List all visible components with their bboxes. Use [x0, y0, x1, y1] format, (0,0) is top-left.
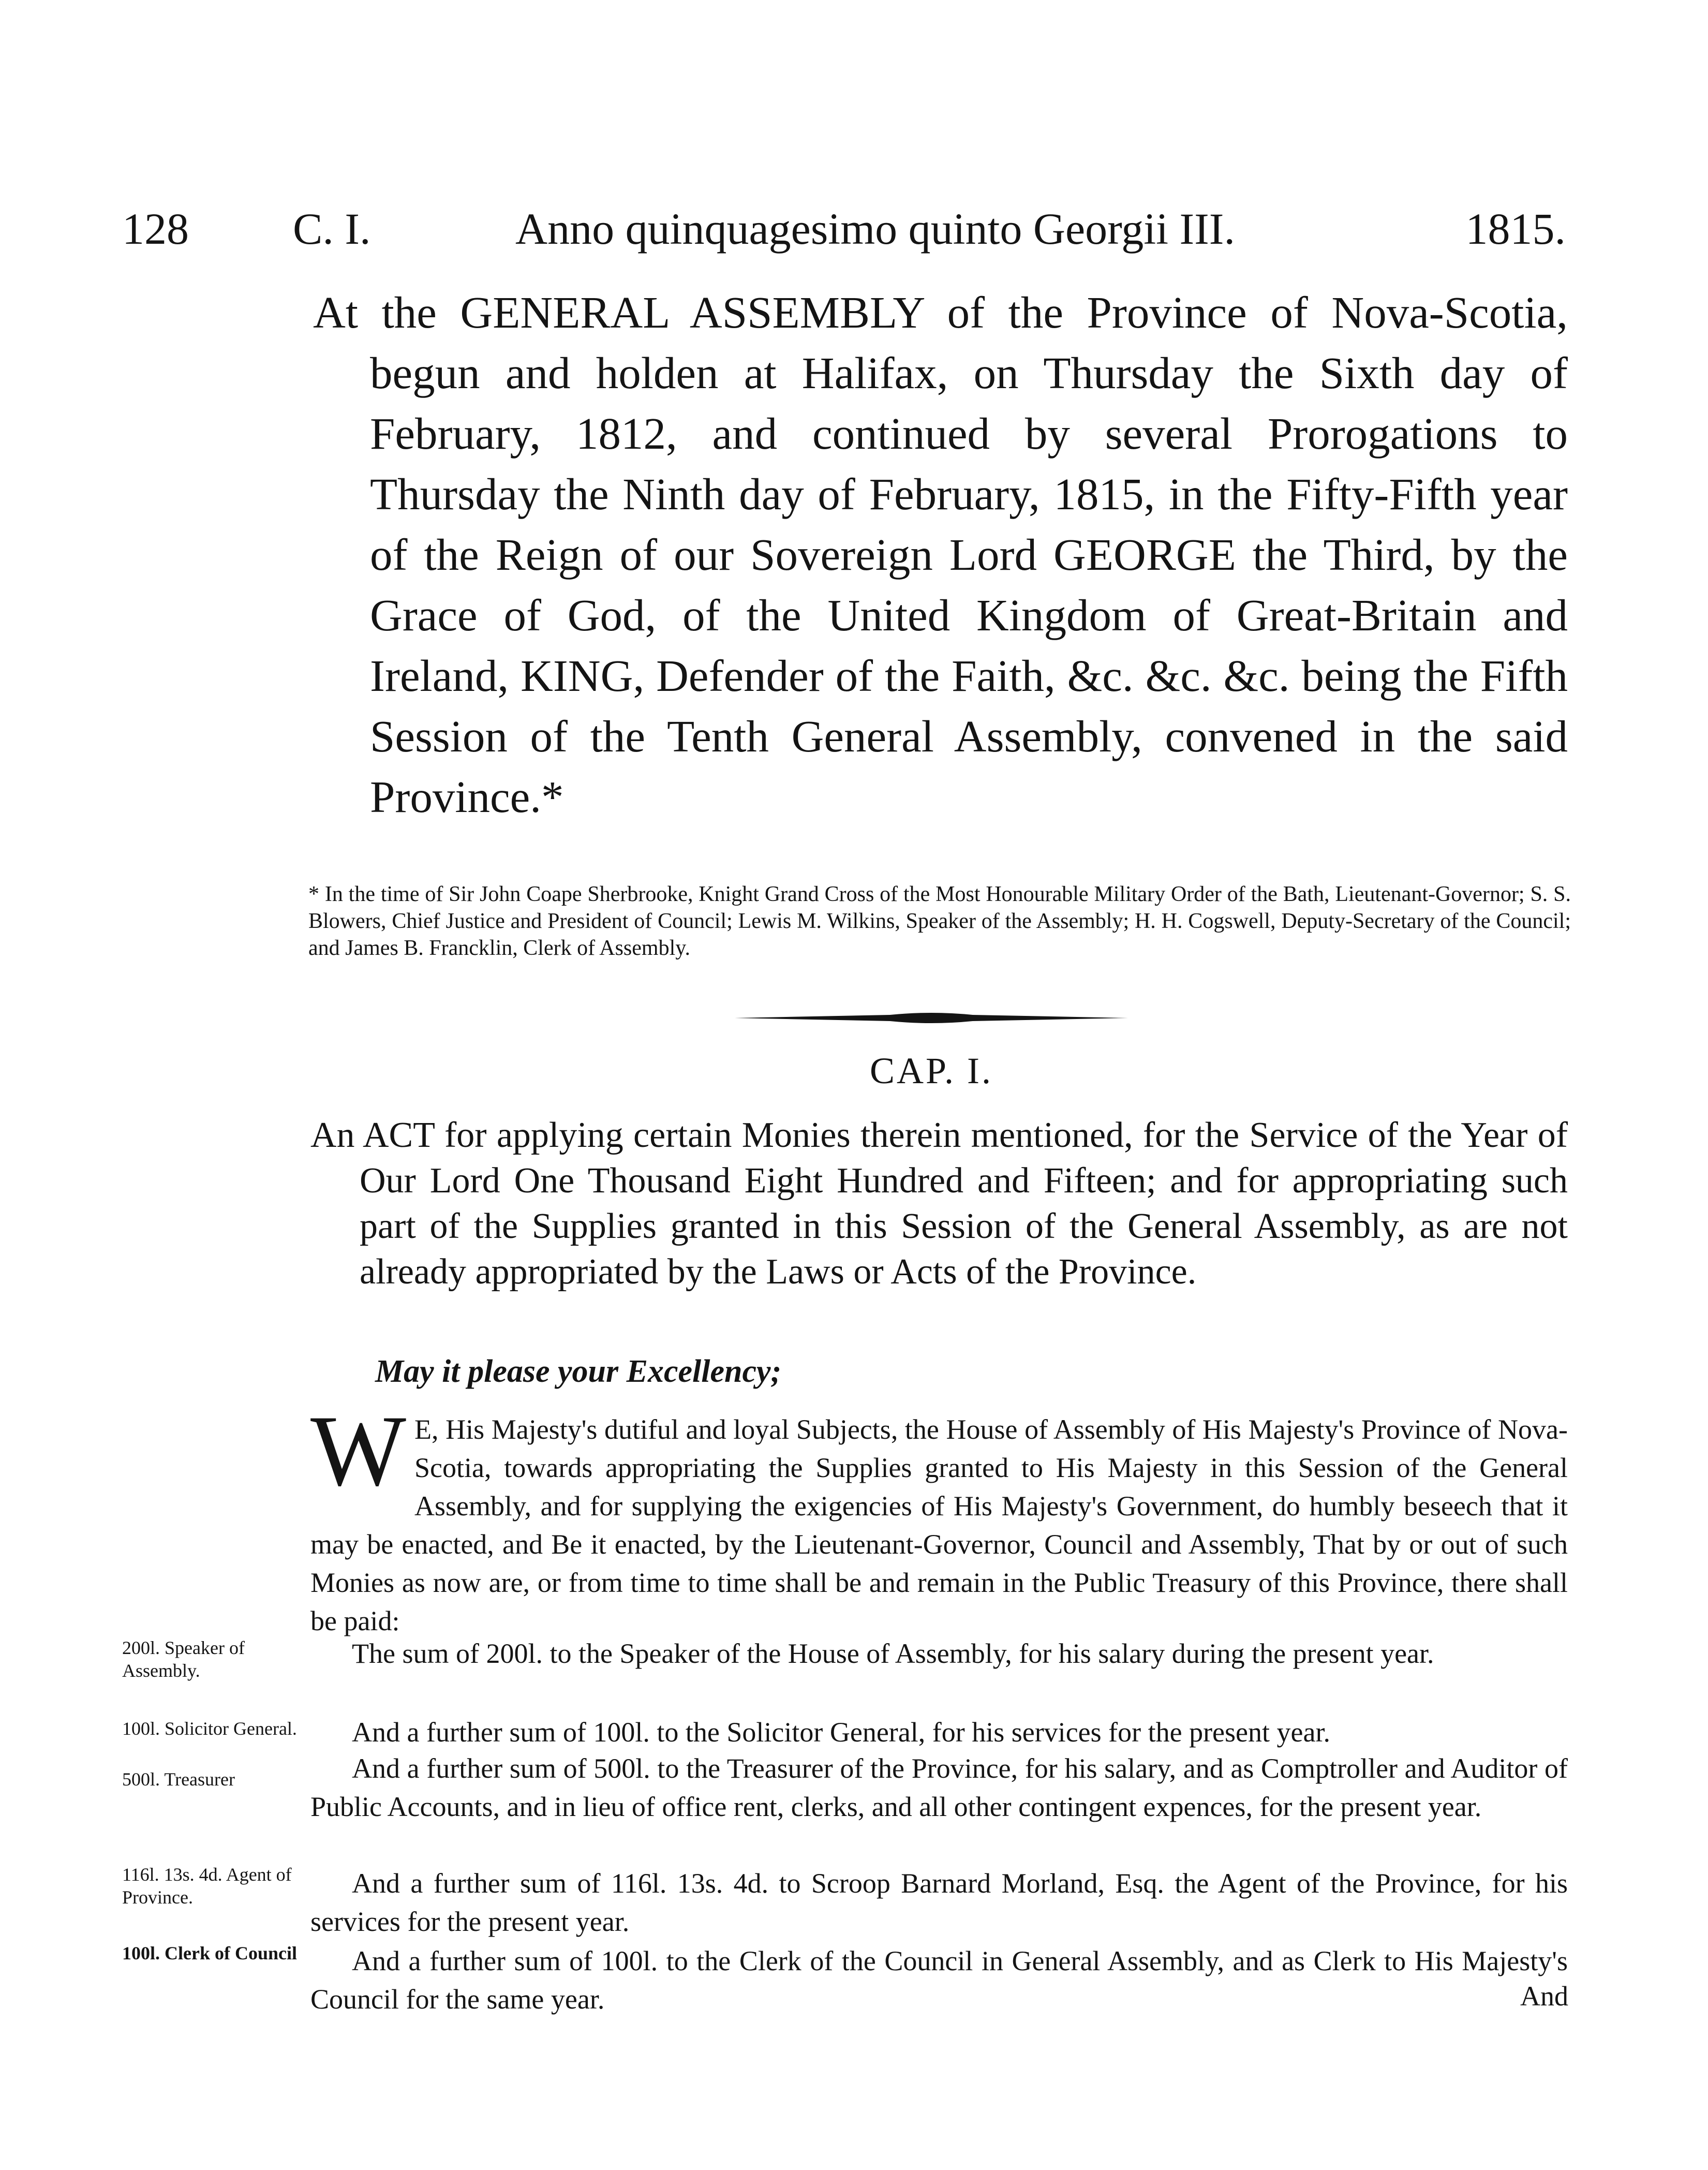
- enacting-paragraph: [310, 1395, 1568, 1640]
- running-title: Anno quinquagesimo quinto Georgii III.: [515, 204, 1235, 254]
- preamble-text: At the GENERAL ASSEMBLY of the Province of Nova-Scotia, begun and holden at Halifax, on Thursday the Sixth day of February, 1812, and continued by several Prorogations to Thursday the Ninth day of February, 1815, in the Fifty-Fifth year of the Reign of our Sovereign Lord GEORGE the Third, by the Grace of God, of the United Kingdom of Great-Britain and Ireland, KING, Defender of the Faith, &c. &c. &c. being the Fifth Session of the Tenth General Assembly, convened in the said Province.*: [313, 287, 1568, 822]
- ornamental-rule: [735, 1011, 1128, 1025]
- page-number: 128: [122, 204, 189, 254]
- margin-note: 200l. Speaker of Assembly.: [122, 1637, 245, 1681]
- appropriation-item: [310, 1749, 1568, 1826]
- appropriation-item: [310, 1634, 1568, 1673]
- footnote-text: * In the time of Sir John Coape Sherbrooke, Knight Grand Cross of the Most Honourable Military Order of the Bath, Lieutenant-Governor; S. S. Blowers, Chief Justice and President of Council; Lewis M. Wilkins, Speaker of the Assembly; H. H. Cogswell, Deputy-Secretary of the Council; and James B. Francklin, Clerk of Assembly.: [308, 882, 1571, 960]
- item-text: The sum of 200l. to the Speaker of the House of Assembly, for his salary during the present year.: [352, 1638, 1434, 1669]
- item-text: And a further sum of 100l. to the Solicitor General, for his services for the present year.: [352, 1717, 1330, 1748]
- act-title: [310, 1113, 1568, 1295]
- item-text: And a further sum of 500l. to the Treasurer of the Province, for his salary, and as Comptroller and Auditor of Public Accounts, and in lieu of office rent, clerks, and all other contingent expences, for the present year.: [310, 1753, 1568, 1822]
- header-year: 1815.: [1465, 204, 1566, 254]
- assembly-preamble: [313, 282, 1568, 827]
- appropriation-item: [310, 1942, 1568, 2018]
- enacting-text: E, His Majesty's dutiful and loyal Subjects, the House of Assembly of His Majesty's Province of Nova-Scotia, towards appropriating the Supplies granted to His Majesty in this Session of the General Assembly, and for supplying the exigencies of His Majesty's Government, do humbly beseech that it may be enacted, and Be it enacted, by the Lieutenant-Governor, Council and Assembly, That by or out of such Monies as now are, or from time to time shall be and remain in the Public Treasury of this Province, there shall be paid:: [310, 1414, 1568, 1636]
- chapter-title: CAP. I.: [869, 1050, 993, 1091]
- appropriation-item: [310, 1713, 1568, 1751]
- chapter-marker: C. I.: [293, 204, 371, 254]
- item-text: And a further sum of 116l. 13s. 4d. to Scroop Barnard Morland, Esq. the Agent of the Province, for his services for the present year.: [310, 1868, 1568, 1937]
- margin-note: 500l. Treasurer: [122, 1769, 235, 1790]
- appropriation-item: [310, 1864, 1568, 1941]
- margin-note: 100l. Clerk of Council: [122, 1943, 297, 1964]
- footnote: [308, 881, 1571, 962]
- running-header: [122, 203, 1566, 260]
- drop-cap: W: [310, 1395, 406, 1507]
- address-line: May it please your Excellency;: [375, 1354, 782, 1389]
- margin-note: 116l. 13s. 4d. Agent of Province.: [122, 1864, 292, 1908]
- catchword: And: [1520, 1981, 1568, 2012]
- act-title-text: An ACT for applying certain Monies therein mentioned, for the Service of the Year of Our Lord One Thousand Eight Hundred and Fifteen; and for appropriating such part of the Supplies granted in this Session of the General Assembly, as are not already appropriated by the Laws or Acts of the Province.: [310, 1115, 1568, 1292]
- item-text: And a further sum of 100l. to the Clerk of the Council in General Assembly, and as Clerk to His Majesty's Council for the same year.: [310, 1945, 1568, 2015]
- margin-note: 100l. Solicitor General.: [122, 1718, 297, 1739]
